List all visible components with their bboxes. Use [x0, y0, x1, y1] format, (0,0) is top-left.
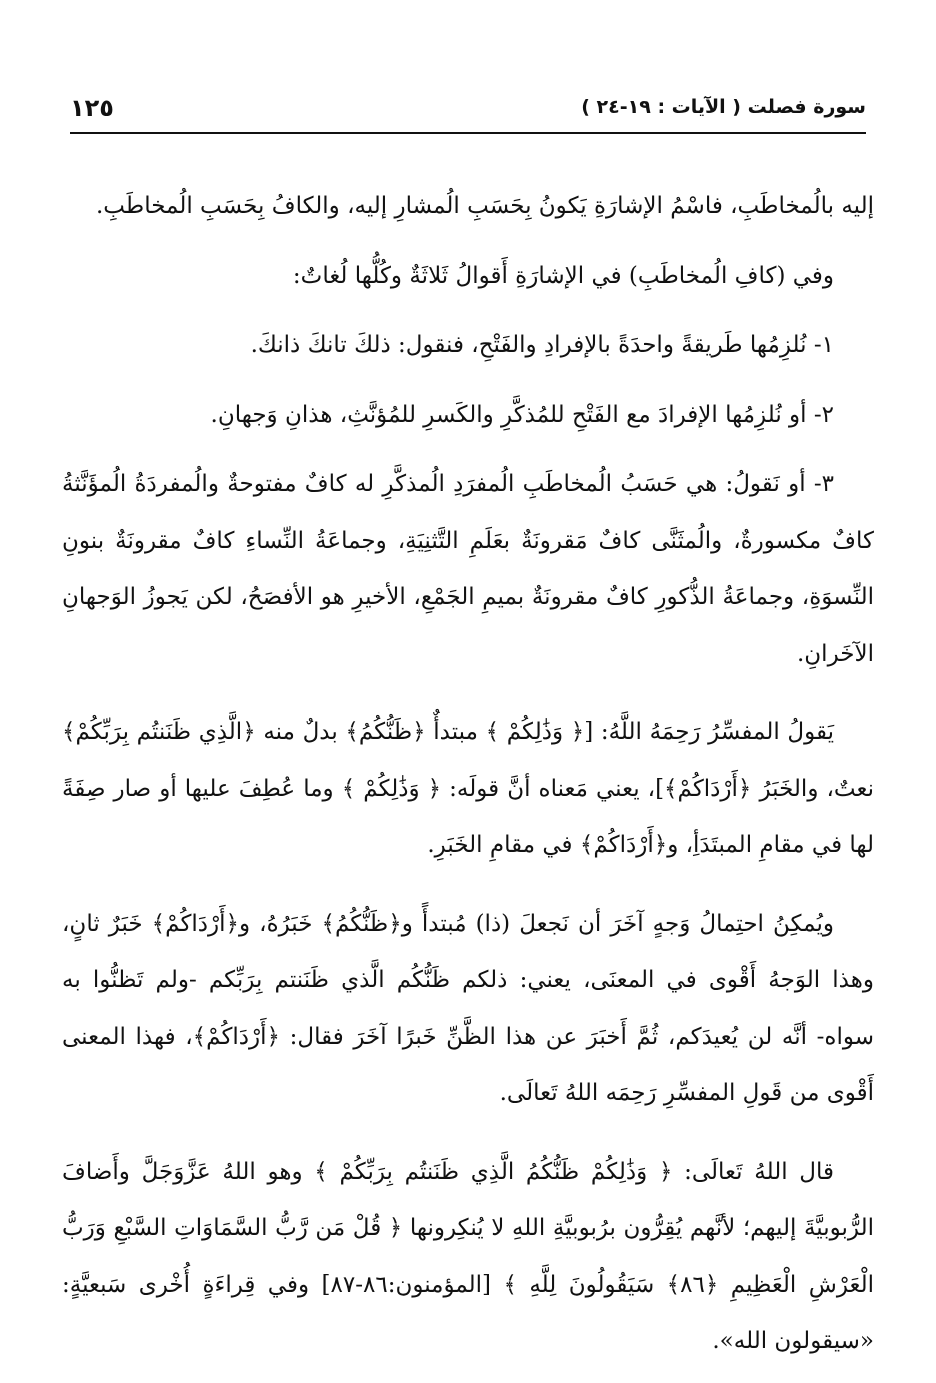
list-item-3: ٣- أو نَقولُ: هي حَسَبُ الُمخاطَبِ الُمفرَدِ الُمذكَّرِ له كافٌ مفتوحةٌ والُمفردَةُ الُمؤَنَّثةُ كافٌ مكسورةٌ، والُمثَنَّى كافٌ مَقرونَةٌ بعَلَمِ التَّثنِيَةِ، وجماعَةُ النِّساءِ كافٌ مقرونَةٌ بنونِ النِّسوَةِ، وجماعَةُ الذُّكورِ كافٌ مقرونَةٌ بميمِ الجَمْعِ، الأخيرِ هو الأفصَحُ، لكن يَجوزُ الوَجهانِ الآخَرانِ.	[62, 471, 874, 667]
page-header	[70, 92, 866, 134]
paragraph-1: إليه بالُمخاطَبِ، فاسْمُ الإشارَةِ يَكونُ بِحَسَبِ الُمشارِ إليه، والكافُ بِحَسَبِ الُمخاطَبِ.	[96, 193, 874, 219]
list-item-2: ٢- أو نُلزِمُها الإفرادَ مع الفَتْحِ للمُذكَّرِ والكَسرِ للمُؤنَّثِ، هذانِ وَجهانِ.	[210, 401, 834, 428]
running-title: سورة فصلت ( الآيات : ١٩-٢٤ )	[581, 96, 866, 118]
paragraph-2: وفي (كافِ الُمخاطَبِ) في الإشارَةِ أَقوالُ ثَلاثَةٌ وكُلُّها لُغاتٌ:	[292, 262, 834, 289]
page-body	[62, 178, 874, 1383]
paragraph-commentary-2: ويُمكِنُ احتِمالُ وَجهٍ آخَرَ أن نَجعلَ (ذا) مُبتدأً و﴿ظَنُّكُمُ﴾ خَبَرُهُ، و﴿أَرْدَاكُمْ﴾ خَبَرٌ ثانٍ، وهذا الوَجهُ أَقْوى في المعنَى، يعني: ذلكم ظَنُّكُم الَّذي ظَنَنتم بِرَبِّكم -ولم تَظنُّوا به سواه- أنَّه لن يُعيدَكم، ثُمَّ أَخبَرَ عن هذا الظَّنِّ خَبرًا آخَرَ فقال: ﴿أَرْدَاكُمْ﴾، فهذا المعنى أَقْوى من قَولِ المفسِّرِ رَحِمَه اللهُ تَعالَى.	[62, 910, 874, 1106]
paragraph-commentary-3: قال اللهُ تَعالَى: ﴿ وَذَٰلِكُمْ ظَنُّكُمُ الَّذِي ظَنَنتُم بِرَبِّكُمْ ﴾ وهو اللهُ عَزَّوَجَلَّ وأَضافَ الرُّبوبيَّةَ إليهم؛ لأنَّهم يُقِرُّون برُبوبيَّةِ اللهِ لا يُنكِرونها ﴿ قُلْ مَن رَّبُّ السَّمَاوَاتِ السَّبْعِ وَرَبُّ الْعَرْشِ الْعَظِيمِ ﴿٨٦﴾ سَيَقُولُونَ لِلَّهِ ﴾ [المؤمنون:٨٦-٨٧] وفي قِراءَةٍ أُخْرى سَبعيَّةٍ: «سيقولون الله».	[62, 1158, 875, 1354]
paragraph-commentary-1: يَقولُ المفسِّرُ رَحِمَهُ اللَّهُ: [﴿ وَذَٰلِكُمْ ﴾ مبتدأٌ ﴿ظَنُّكُمُ﴾ بدلٌ منه ﴿الَّذِي ظَنَنتُم بِرَبِّكُمْ﴾ نعتٌ، والخَبَرُ ﴿أَرْدَاكُمْ﴾]، يعني مَعناه أنَّ قولَه: ﴿ وَذَٰلِكُمْ ﴾ وما عُطِفَ عليها أو صار صِفَةً لها في مقامِ المبتَدَأِ، و﴿أَرْدَاكُمْ﴾ في مقامِ الخَبَرِ.	[62, 719, 874, 858]
page-number: ١٢٥	[70, 94, 114, 122]
list-item-1: ١- نُلزِمُها طَريقةً واحدَةً بالإفرادِ والفَتْحِ، فنقول: ذلكَ تانكَ ذانكَ.	[250, 332, 834, 358]
